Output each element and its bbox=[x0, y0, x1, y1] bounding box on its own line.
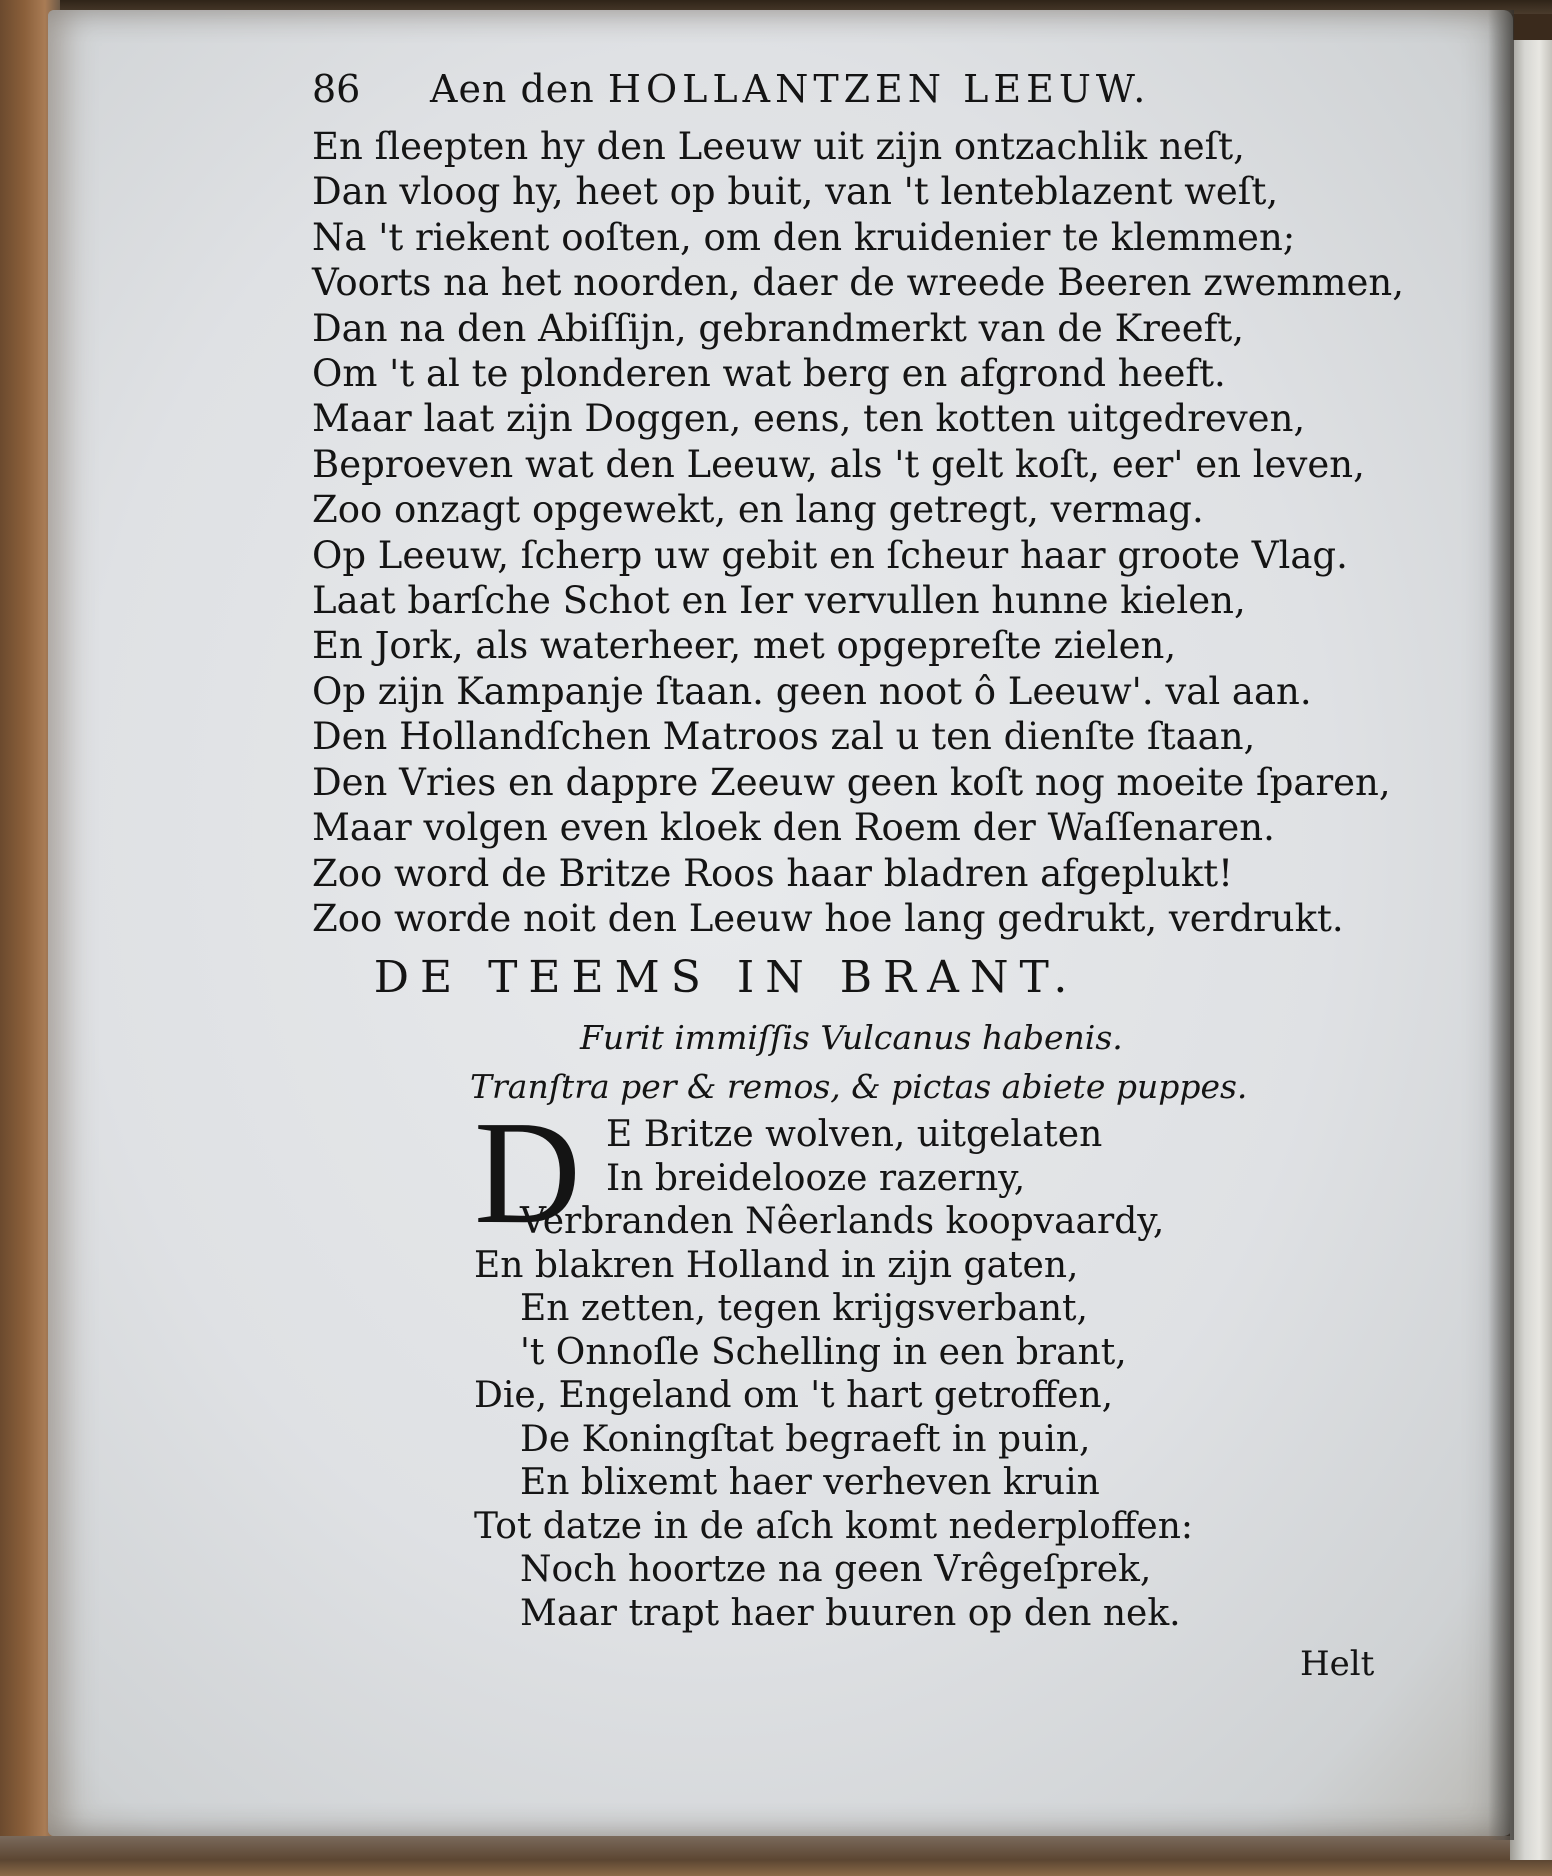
verse-line: Op zijn Kampanje ſtaan. geen noot ô Leeuw'. val aan. bbox=[312, 669, 1312, 713]
verse-line: En ſleepten hy den Leeuw uit zijn ontzachlik neſt, bbox=[312, 125, 1245, 168]
poem-line: Noch hoortze na geen Vrêgeſprek, bbox=[520, 1549, 1152, 1590]
epigraph-line: Tranſtra per & remos, & pictas abiete puppes. bbox=[470, 1067, 1248, 1106]
poem-line: Tot datze in de aſch komt nederploffen: bbox=[474, 1505, 1194, 1547]
verse-line: Om 't al te plonderen wat berg en afgrond heeft. bbox=[312, 352, 1226, 396]
verse-block bbox=[312, 124, 1412, 941]
poem-line: Maar trapt haer buuren op den nek. bbox=[520, 1592, 1181, 1634]
poem-line: De Koningſtat begraeft in puin, bbox=[520, 1418, 1091, 1460]
verse-line: En Jork, als waterheer, met opgepreſte zielen, bbox=[312, 624, 1177, 668]
verse-line: Zoo worde noit den Leeuw hoe lang gedrukt, verdrukt. bbox=[312, 896, 1344, 940]
verse-line: Voorts na het noorden, daer de wreede Beeren zwemmen, bbox=[312, 261, 1404, 305]
verse-line: Op Leeuw, ſcherp uw gebit en ſcheur haar groote Vlag. bbox=[312, 533, 1348, 577]
running-header bbox=[312, 66, 1292, 112]
poem-line: En blakren Holland in zijn gaten, bbox=[474, 1244, 1079, 1286]
page-number: 86 bbox=[312, 67, 361, 111]
verse-line: Dan vloog hy, heet op buit, van 't lenteblazent weſt, bbox=[312, 170, 1279, 214]
running-title-prefix: Aen den bbox=[430, 67, 608, 111]
poem-line: Die, Engeland om 't hart getroffen, bbox=[474, 1375, 1114, 1416]
poem-line: En zetten, tegen krijgsverbant, bbox=[520, 1288, 1088, 1329]
running-title bbox=[430, 67, 1150, 111]
verse-line: Beproeven wat den Leeuw, als 't gelt koſt, eer' en leven, bbox=[312, 442, 1365, 486]
verse-line: Den Hollandſchen Matroos zal u ten dienſte ſtaan, bbox=[312, 715, 1256, 759]
poem-line: Verbranden Nêerlands koopvaardy, bbox=[520, 1201, 1165, 1242]
poem-line: E Britze wolven, uitgelaten bbox=[606, 1114, 1103, 1155]
verse-line: Maar laat zijn Doggen, eens, ten kotten uitgedreven, bbox=[312, 397, 1306, 441]
verse-line: Den Vries en dappre Zeeuw geen koſt nog moeite ſparen, bbox=[312, 760, 1391, 804]
catchword: Helt bbox=[1300, 1644, 1375, 1684]
drop-cap: D bbox=[474, 1091, 581, 1255]
poem bbox=[474, 1113, 1274, 1635]
verse-line: Dan na den Abiſſijn, gebrandmerkt van de Kreeft, bbox=[312, 306, 1245, 350]
poem-line: In breidelooze razerny, bbox=[606, 1157, 1026, 1199]
verse-line: Laat barſche Schot en Ier vervullen hunne kielen, bbox=[312, 579, 1246, 623]
poem-line: 't Onnoſle Schelling in een brant, bbox=[520, 1331, 1127, 1373]
verse-line: Zoo onzagt opgewekt, en lang getregt, vermag. bbox=[312, 488, 1204, 532]
running-title-caps: HOLLANTZEN LEEUW. bbox=[607, 67, 1151, 111]
poem-line: En blixemt haer verheven kruin bbox=[520, 1462, 1100, 1503]
verse-line: Zoo word de Britze Roos haar bladren afgeplukt! bbox=[312, 851, 1234, 895]
verse-line: Maar volgen even kloek den Roem der Waſſenaren. bbox=[312, 806, 1275, 850]
epigraph-line: Furit immiſſis Vulcanus habenis. bbox=[580, 1018, 1123, 1057]
verse-line: Na 't riekent ooſten, om den kruidenier te klemmen; bbox=[312, 215, 1296, 259]
section-title: DE TEEMS IN BRANT. bbox=[373, 952, 1079, 1003]
